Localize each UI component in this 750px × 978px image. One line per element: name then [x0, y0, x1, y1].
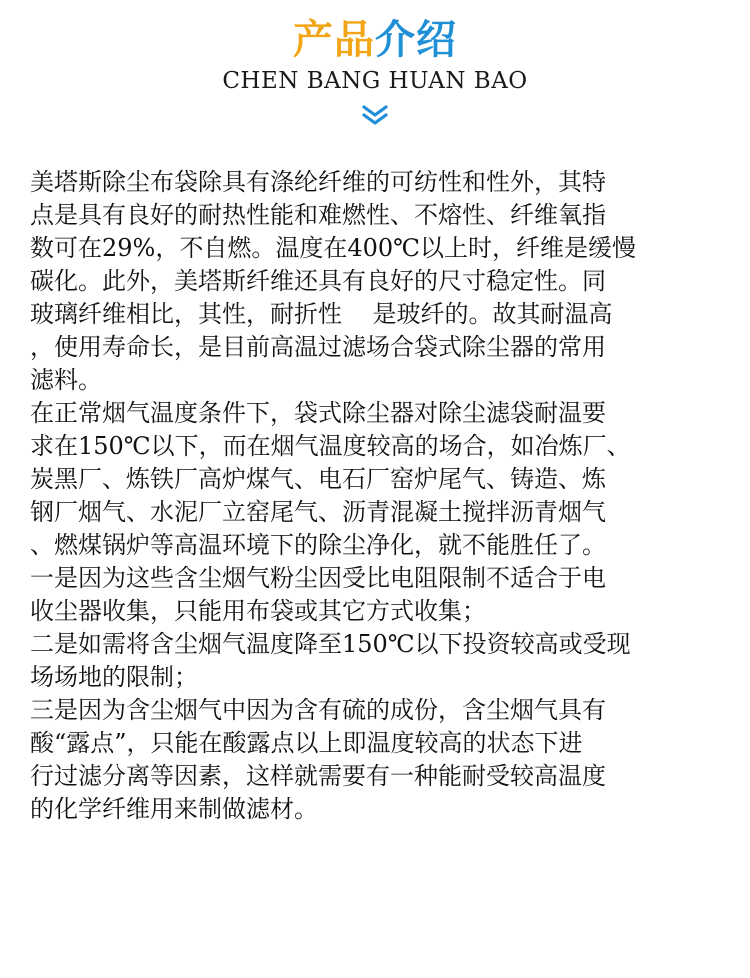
text-line: 美塔斯除尘布袋除具有涤纶纤维的可纺性和性外，其特: [30, 168, 606, 196]
text-line: 的化学纤维用来制做滤材。: [30, 795, 318, 823]
text-line: 点是具有良好的耐热性能和难燃性、不熔性、纤维氧指: [30, 201, 606, 229]
text-line: 场场地的限制；: [30, 663, 198, 691]
title-part-orange: 产品: [293, 17, 375, 63]
page-header: [0, 0, 750, 140]
double-chevron-down-icon: [361, 104, 389, 126]
text-line: ，使用寿命长，是目前高温过滤场合袋式除尘器的常用: [30, 333, 606, 361]
page-title: [0, 14, 750, 66]
page-subtitle: CHEN BANG HUAN BAO: [222, 68, 528, 94]
text-line: 酸“露点”，只能在酸露点以上即温度较高的状态下进: [30, 729, 583, 757]
text-line: 碳化。此外，美塔斯纤维还具有良好的尺寸稳定性。同: [30, 267, 606, 295]
text-line: 三是因为含尘烟气中因为含有硫的成份，含尘烟气具有: [30, 696, 606, 724]
title-part-blue: 介绍: [375, 17, 457, 63]
text-line: 求在150℃以下，而在烟气温度较高的场合，如冶炼厂、: [30, 432, 631, 460]
text-line: 炭黑厂、炼铁厂高炉煤气、电石厂窑炉尾气、铸造、炼: [30, 465, 606, 493]
text-line: 滤料。: [30, 366, 102, 394]
text-line: 行过滤分离等因素，这样就需要有一种能耐受较高温度: [30, 762, 606, 790]
text-line: 一是因为这些含尘烟气粉尘因受比电阻限制不适合于电: [30, 564, 606, 592]
text-line: 钢厂烟气、水泥厂立窑尾气、沥青混凝土搅拌沥青烟气: [30, 498, 606, 526]
text-line: 收尘器收集，只能用布袋或其它方式收集；: [30, 597, 486, 625]
text-line: 玻璃纤维相比，其性，耐折性 是玻纤的。故其耐温高: [30, 300, 613, 328]
text-line: 在正常烟气温度条件下，袋式除尘器对除尘滤袋耐温要: [30, 399, 606, 427]
text-line: 、燃煤锅炉等高温环境下的除尘净化，就不能胜任了。: [30, 531, 606, 559]
text-line: 数可在29%，不自燃。温度在400℃以上时，纤维是缓慢: [30, 234, 636, 262]
article-body: [30, 166, 722, 826]
text-line: 二是如需将含尘烟气温度降至150℃以下投资较高或受现: [30, 630, 631, 658]
